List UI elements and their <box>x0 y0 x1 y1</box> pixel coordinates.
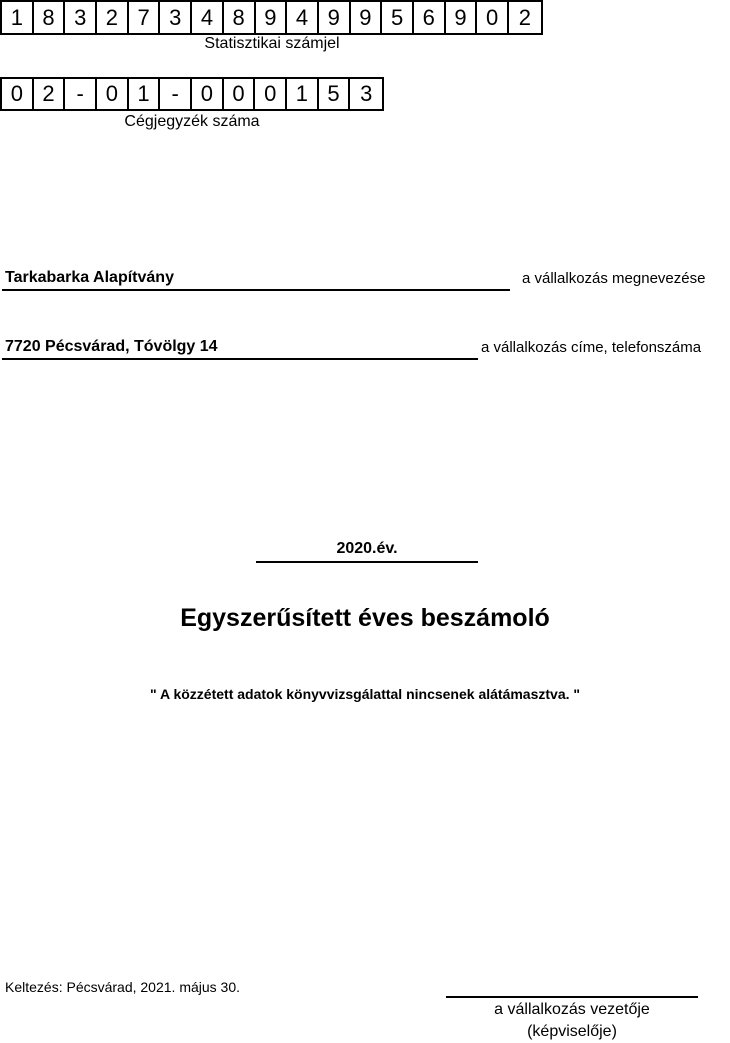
stat-digit-box: 3 <box>160 2 192 33</box>
registry-digit-box: 0 <box>97 79 129 109</box>
registry-digit-box: 0 <box>224 79 256 109</box>
registry-digit-box: 5 <box>319 79 351 109</box>
stat-digit-box: 2 <box>97 2 129 33</box>
signature-label-line1: a vállalkozás vezetője <box>494 1001 650 1018</box>
report-year: 2020.év. <box>256 539 478 563</box>
stat-digit-box: 6 <box>414 2 446 33</box>
stat-digit-box: 9 <box>351 2 383 33</box>
stat-digit-box: 4 <box>192 2 224 33</box>
signature-label-line2: (képviselője) <box>527 1023 617 1040</box>
stat-digit-box: 3 <box>65 2 97 33</box>
stat-digit-box: 7 <box>129 2 161 33</box>
registry-digit-box: 1 <box>287 79 319 109</box>
stat-digit-box: 4 <box>287 2 319 33</box>
company-address-field: 7720 Pécsvárad, Tóvölgy 14 <box>2 337 478 360</box>
registry-digit-box: 1 <box>129 79 161 109</box>
registry-digit-box: 0 <box>2 79 34 109</box>
stat-digit-box: 8 <box>34 2 66 33</box>
company-name-label: a vállalkozás megnevezése <box>522 270 706 287</box>
company-name-field: Tarkabarka Alapítvány <box>2 268 510 291</box>
statistical-number-caption: Statisztikai számjel <box>204 35 340 52</box>
registry-digit-box: 0 <box>192 79 224 109</box>
registry-digit-box: 2 <box>34 79 66 109</box>
stat-digit-box: 1 <box>2 2 34 33</box>
stat-digit-box: 9 <box>319 2 351 33</box>
registry-digit-box: 0 <box>255 79 287 109</box>
registry-digit-box: - <box>160 79 192 109</box>
stat-digit-box: 8 <box>224 2 256 33</box>
signature-line <box>446 996 698 998</box>
date-place: Keltezés: Pécsvárad, 2021. május 30. <box>5 979 241 995</box>
registry-digit-box: - <box>65 79 97 109</box>
document-title: Egyszerűsített éves beszámoló <box>180 604 550 632</box>
signature-label <box>446 999 698 1043</box>
stat-digit-box: 9 <box>256 2 288 33</box>
stat-digit-box: 2 <box>518 4 531 30</box>
company-address-label: a vállalkozás címe, telefonszáma <box>481 339 702 356</box>
stat-digit-box: 9 <box>446 2 478 33</box>
stat-digit-box: 5 <box>382 2 414 33</box>
registry-number-caption: Cégjegyzék száma <box>124 113 260 130</box>
registry-digit-box: 3 <box>360 81 373 106</box>
registry-number-boxes <box>0 77 384 111</box>
audit-disclaimer: " A közzétett adatok könyvvizsgálattal nincsenek alátámasztva. " <box>149 686 581 702</box>
statistical-number-boxes <box>0 0 543 35</box>
stat-digit-box: 0 <box>477 2 509 33</box>
